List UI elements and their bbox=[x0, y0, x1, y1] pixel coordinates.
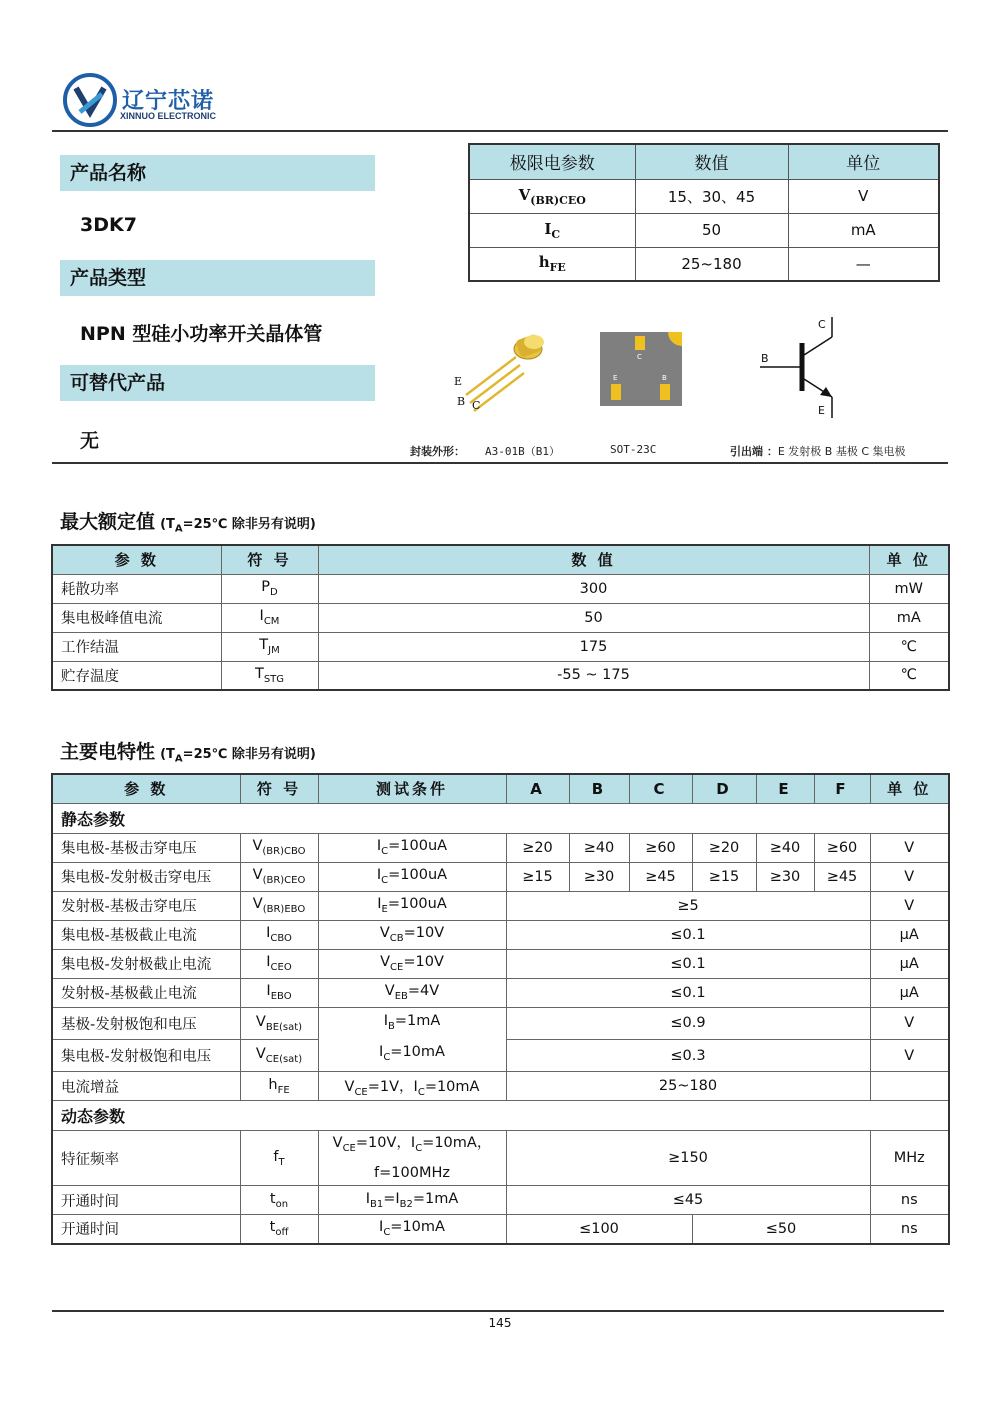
product-alt-label: 可替代产品 bbox=[70, 372, 166, 394]
package-caption-label: 封装外形： bbox=[410, 445, 465, 458]
elec-header-b: B bbox=[569, 774, 629, 803]
elec-value-f: ≥60 bbox=[814, 833, 870, 862]
max-ratings-title: 最大额定值 bbox=[60, 511, 156, 533]
elec-unit: μA bbox=[870, 920, 949, 949]
to92-pin-c-label: C bbox=[472, 399, 481, 412]
limit-unit: V bbox=[788, 179, 939, 213]
elec-value-f: ≥45 bbox=[814, 862, 870, 891]
elec-unit: ns bbox=[870, 1186, 949, 1215]
table-row bbox=[52, 1215, 949, 1244]
page-number: 145 bbox=[488, 1316, 512, 1330]
elec-unit: μA bbox=[870, 978, 949, 1007]
limit-symbol: $V_{(BR)CEO}$ bbox=[469, 179, 635, 213]
elec-symbol: $V_{CE(sat)}$ bbox=[240, 1039, 318, 1071]
max-value: 300 bbox=[318, 574, 869, 603]
to92-package-illustration bbox=[448, 325, 558, 420]
sot23-corner-mark bbox=[668, 332, 682, 346]
table-row bbox=[52, 833, 949, 862]
table-row bbox=[52, 978, 949, 1007]
max-unit: ℃ bbox=[869, 632, 949, 661]
table-row bbox=[52, 1186, 949, 1215]
elec-header-c: C bbox=[629, 774, 692, 803]
max-unit: mA bbox=[869, 603, 949, 632]
table-row bbox=[52, 1072, 949, 1101]
elec-header-param: 参 数 bbox=[52, 774, 240, 803]
electrical-header bbox=[52, 774, 949, 803]
sot23-pin-e-label: E bbox=[613, 374, 618, 382]
elec-symbol: $V_{(BR)CBO}$ bbox=[240, 833, 318, 862]
elec-condition: $V_{EB}=4V$ bbox=[318, 978, 506, 1007]
elec-condition: $I_{B1}=I_{B2}=1mA$ bbox=[318, 1186, 506, 1215]
static-section-label: 静态参数 bbox=[52, 803, 949, 833]
limit-symbol: $h_{FE}$ bbox=[469, 247, 635, 281]
electrical-heading bbox=[60, 737, 316, 765]
elec-condition: $V_{CE}=1V$，$I_C=10mA$ bbox=[318, 1072, 506, 1101]
max-ratings-heading bbox=[60, 507, 316, 535]
elec-value-a: ≥20 bbox=[506, 833, 569, 862]
elec-unit: V bbox=[870, 1039, 949, 1071]
max-param: 贮存温度 bbox=[52, 661, 221, 690]
elec-value: ≥150 bbox=[506, 1131, 870, 1186]
elec-unit: μA bbox=[870, 949, 949, 978]
electrical-characteristics-table bbox=[51, 773, 950, 1245]
product-alt-value: 无 bbox=[80, 430, 100, 452]
elec-symbol: $I_{CEO}$ bbox=[240, 949, 318, 978]
limit-table-header bbox=[469, 144, 939, 179]
product-type-band bbox=[60, 260, 375, 296]
table-row bbox=[469, 179, 939, 213]
elec-param: 发射极-基极截止电流 bbox=[52, 978, 240, 1007]
symbol-pin-e-label: E bbox=[818, 404, 825, 417]
npn-transistor-symbol bbox=[752, 315, 842, 420]
elec-symbol: $V_{BE(sat)}$ bbox=[240, 1007, 318, 1039]
elec-value-d: ≥20 bbox=[692, 833, 756, 862]
elec-symbol: $V_{(BR)CEO}$ bbox=[240, 862, 318, 891]
elec-unit: MHz bbox=[870, 1131, 949, 1186]
limit-header-param: 极限电参数 bbox=[469, 144, 635, 179]
sot23-pin-c bbox=[635, 336, 645, 350]
elec-condition: $I_E=100uA$ bbox=[318, 891, 506, 920]
elec-value-e: ≥30 bbox=[756, 862, 814, 891]
elec-value: ≥5 bbox=[506, 891, 870, 920]
elec-param: 电流增益 bbox=[52, 1072, 240, 1101]
elec-symbol: $V_{(BR)EBO}$ bbox=[240, 891, 318, 920]
elec-header-symbol: 符 号 bbox=[240, 774, 318, 803]
max-unit: mW bbox=[869, 574, 949, 603]
table-row bbox=[52, 949, 949, 978]
to92-pin-e-label: E bbox=[454, 375, 463, 388]
max-value: -55 ~ 175 bbox=[318, 661, 869, 690]
limit-header-unit: 单位 bbox=[788, 144, 939, 179]
product-alt-band bbox=[60, 365, 375, 401]
sot23-pin-c-label: C bbox=[637, 353, 642, 361]
limit-parameters-table bbox=[468, 143, 940, 282]
elec-param: 开通时间 bbox=[52, 1186, 240, 1215]
limit-value: 15、30、45 bbox=[635, 179, 788, 213]
max-symbol: $I_{CM}$ bbox=[221, 603, 318, 632]
elec-param: 集电极-发射极击穿电压 bbox=[52, 862, 240, 891]
static-section-row bbox=[52, 803, 949, 833]
elec-value-b: ≥30 bbox=[569, 862, 629, 891]
max-param: 集电极峰值电流 bbox=[52, 603, 221, 632]
brand-name-cn: 辽宁芯诺 bbox=[122, 89, 215, 114]
elec-condition: $V_{CE}=10V$，$I_C=10mA$， f=100MHz bbox=[318, 1131, 506, 1186]
limit-unit: mA bbox=[788, 213, 939, 247]
symbol-pin-c-label: C bbox=[818, 318, 826, 331]
elec-value: 25~180 bbox=[506, 1072, 870, 1101]
elec-value-right: ≤50 bbox=[692, 1215, 870, 1244]
elec-symbol: $I_{CBO}$ bbox=[240, 920, 318, 949]
sot23-pin-b-label: B bbox=[662, 374, 667, 382]
elec-value: ≤0.9 bbox=[506, 1007, 870, 1039]
elec-unit: ns bbox=[870, 1215, 949, 1244]
table-row bbox=[52, 661, 949, 690]
sot23-pin-e bbox=[611, 384, 621, 400]
elec-param: 基极-发射极饱和电压 bbox=[52, 1007, 240, 1039]
max-ratings-condition: ($T_A=25℃$ 除非另有说明) bbox=[160, 517, 316, 535]
limit-value: 25~180 bbox=[635, 247, 788, 281]
elec-symbol: $I_{EBO}$ bbox=[240, 978, 318, 1007]
max-value: 50 bbox=[318, 603, 869, 632]
elec-unit: V bbox=[870, 1007, 949, 1039]
table-row bbox=[52, 1131, 949, 1186]
elec-value-c: ≥45 bbox=[629, 862, 692, 891]
max-header-value: 数 值 bbox=[318, 545, 869, 574]
elec-symbol: $f_T$ bbox=[240, 1131, 318, 1186]
elec-unit bbox=[870, 1072, 949, 1101]
elec-param: 集电极-基极截止电流 bbox=[52, 920, 240, 949]
table-row bbox=[52, 574, 949, 603]
elec-condition: $I_C=10mA$ bbox=[318, 1215, 506, 1244]
table-row bbox=[469, 247, 939, 281]
elec-param: 集电极-基极击穿电压 bbox=[52, 833, 240, 862]
limit-value: 50 bbox=[635, 213, 788, 247]
package-caption-pins: 引出端 ：E 发射极 B 基极 C 集电极 bbox=[730, 445, 906, 458]
elec-value: ≤0.3 bbox=[506, 1039, 870, 1071]
max-param: 工作结温 bbox=[52, 632, 221, 661]
elec-condition: $I_C=100uA$ bbox=[318, 862, 506, 891]
max-param: 耗散功率 bbox=[52, 574, 221, 603]
elec-value-e: ≥40 bbox=[756, 833, 814, 862]
max-header-unit: 单 位 bbox=[869, 545, 949, 574]
to92-pin-b-label: B bbox=[457, 395, 466, 408]
footer-divider bbox=[52, 1310, 944, 1312]
electrical-condition: ($T_A=25℃$ 除非另有说明) bbox=[160, 747, 316, 765]
elec-symbol: $t_{off}$ bbox=[240, 1215, 318, 1244]
elec-param: 特征频率 bbox=[52, 1131, 240, 1186]
elec-condition: $I_C=100uA$ bbox=[318, 833, 506, 862]
brand-logo-icon bbox=[62, 72, 118, 128]
elec-header-unit: 单 位 bbox=[870, 774, 949, 803]
electrical-title: 主要电特性 bbox=[60, 741, 156, 763]
elec-value-c: ≥60 bbox=[629, 833, 692, 862]
table-row bbox=[52, 632, 949, 661]
elec-unit: V bbox=[870, 862, 949, 891]
max-symbol: $T_{JM}$ bbox=[221, 632, 318, 661]
elec-param: 集电极-发射极饱和电压 bbox=[52, 1039, 240, 1071]
limit-unit: — bbox=[788, 247, 939, 281]
product-type-value: NPN 型硅小功率开关晶体管 bbox=[80, 323, 323, 345]
table-row bbox=[52, 920, 949, 949]
product-type-label: 产品类型 bbox=[70, 267, 147, 289]
elec-value: ≤0.1 bbox=[506, 920, 870, 949]
max-symbol: $P_D$ bbox=[221, 574, 318, 603]
package-caption-pkg1: A3-01B（B1） bbox=[485, 445, 560, 458]
elec-value-a: ≥15 bbox=[506, 862, 569, 891]
elec-value: ≤0.1 bbox=[506, 949, 870, 978]
max-ratings-header bbox=[52, 545, 949, 574]
max-ratings-table bbox=[51, 544, 950, 691]
max-symbol: $T_{STG}$ bbox=[221, 661, 318, 690]
max-value: 175 bbox=[318, 632, 869, 661]
table-row bbox=[52, 1007, 949, 1039]
elec-value-b: ≥40 bbox=[569, 833, 629, 862]
elec-header-d: D bbox=[692, 774, 756, 803]
brand-name-en: XINNUO ELECTRONIC bbox=[120, 111, 217, 121]
elec-symbol: $h_{FE}$ bbox=[240, 1072, 318, 1101]
product-name-label: 产品名称 bbox=[70, 162, 147, 184]
product-name-band bbox=[60, 155, 375, 191]
elec-header-condition: 测试条件 bbox=[318, 774, 506, 803]
elec-value: ≤0.1 bbox=[506, 978, 870, 1007]
table-row bbox=[469, 213, 939, 247]
symbol-pin-b-label: B bbox=[761, 352, 769, 365]
elec-header-a: A bbox=[506, 774, 569, 803]
max-header-symbol: 符 号 bbox=[221, 545, 318, 574]
elec-condition: $V_{CE}=10V$ bbox=[318, 949, 506, 978]
elec-header-e: E bbox=[756, 774, 814, 803]
limit-header-value: 数值 bbox=[635, 144, 788, 179]
max-header-param: 参 数 bbox=[52, 545, 221, 574]
dynamic-section-row bbox=[52, 1101, 949, 1131]
elec-unit: V bbox=[870, 833, 949, 862]
elec-condition: $I_B=1mA$ $I_C=10mA$ bbox=[318, 1007, 506, 1072]
elec-param: 开通时间 bbox=[52, 1215, 240, 1244]
elec-value-d: ≥15 bbox=[692, 862, 756, 891]
product-name-value: 3DK7 bbox=[80, 214, 137, 236]
elec-symbol: $t_{on}$ bbox=[240, 1186, 318, 1215]
max-unit: ℃ bbox=[869, 661, 949, 690]
table-row bbox=[52, 862, 949, 891]
sot23-pin-b bbox=[660, 384, 670, 400]
elec-param: 发射极-基极击穿电压 bbox=[52, 891, 240, 920]
elec-unit: V bbox=[870, 891, 949, 920]
elec-value-left: ≤100 bbox=[506, 1215, 692, 1244]
elec-param: 集电极-发射极截止电流 bbox=[52, 949, 240, 978]
header-divider bbox=[52, 130, 948, 132]
elec-value: ≤45 bbox=[506, 1186, 870, 1215]
table-row bbox=[52, 603, 949, 632]
limit-symbol: $I_C$ bbox=[469, 213, 635, 247]
sot23-package-illustration bbox=[600, 332, 682, 406]
dynamic-section-label: 动态参数 bbox=[52, 1101, 949, 1131]
section-divider bbox=[52, 462, 948, 464]
table-row bbox=[52, 891, 949, 920]
package-caption-pkg2: SOT-23C bbox=[610, 443, 657, 456]
elec-header-f: F bbox=[814, 774, 870, 803]
elec-condition: $V_{CB}=10V$ bbox=[318, 920, 506, 949]
